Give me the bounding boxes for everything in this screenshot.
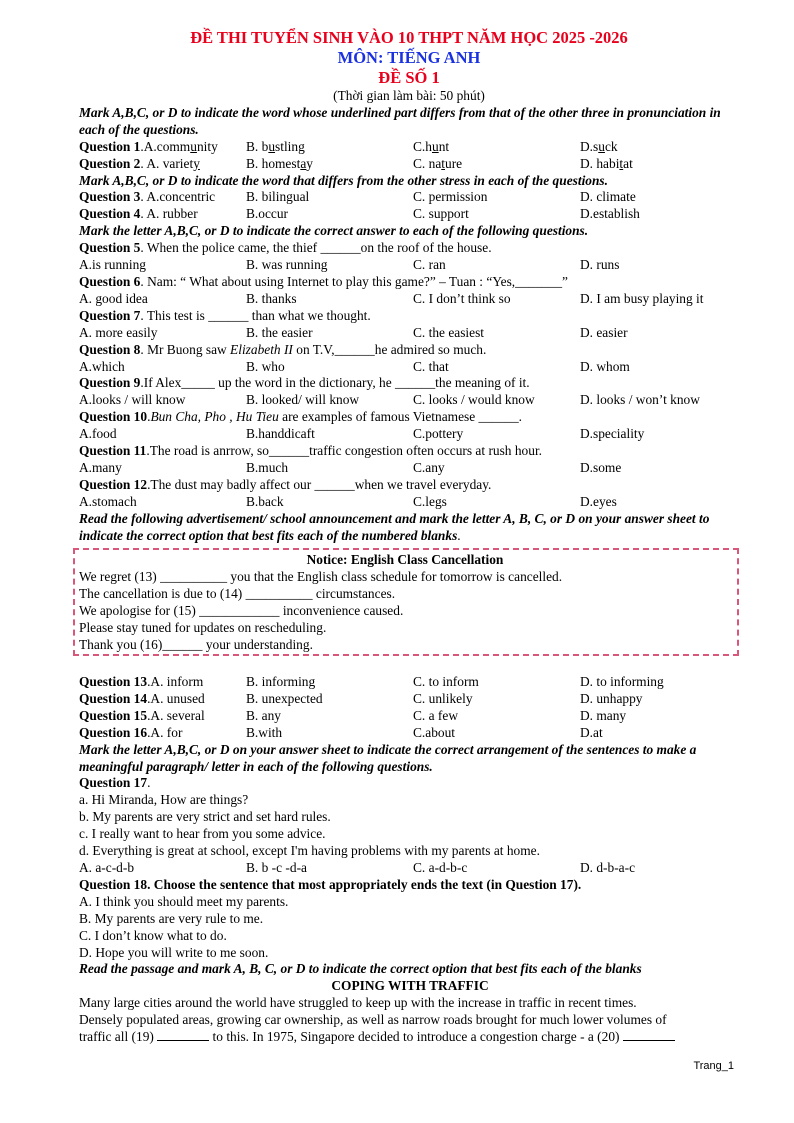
question-7: Question 7. This test is ______ than what we thought. [79, 307, 371, 323]
question-3: Question 3. A.concentric B. bilingual C. permission D. climate [79, 189, 636, 205]
instruction-grammar: Mark the letter A,B,C, or D to indicate the correct answer to each of the following questions. [79, 223, 589, 239]
notice-line: Thank you (16)______ your understanding. [79, 636, 313, 652]
question-12: Question 12.The dust may badly affect our ______when we travel everyday. [79, 476, 492, 492]
option-c: C. I don’t know what to do. [79, 927, 227, 943]
passage-title: COPING WITH TRAFFIC [331, 978, 489, 994]
time-limit: (Thời gian làm bài: 50 phút) [333, 88, 485, 103]
question-9-options: A.looks / will know B. looked/ will know C. looks / would know D. looks / won’t know [79, 392, 700, 408]
question-15: Question 15.A. several B. any C. a few D. many [79, 707, 627, 723]
question-6-options: A. good idea B. thanks C. I don’t think so D. I am busy playing it [79, 290, 704, 306]
question-6: Question 6. Nam: “ What about using Internet to play this game?” – Tuan : “Yes,_______” [79, 273, 568, 289]
question-1: Question 1.A.community B. bustling C.hunt D.suck [79, 138, 618, 154]
question-4: Question 4. A. rubber B.occur C. support D.establish [79, 206, 640, 222]
instruction-passage: Read the passage and mark A, B, C, or D to indicate the correct option that best fits each of the blanks [79, 961, 642, 977]
exam-page [79, 28, 739, 544]
question-13: Question 13.A. inform B. informing C. to inform D. to informing [79, 674, 664, 689]
exam-page-continued [79, 674, 741, 1046]
subject-title: MÔN: TIẾNG ANH [337, 48, 481, 67]
blank-20 [623, 1029, 675, 1041]
passage-line: Densely populated areas, growing car ownership, as well as narrow roads brought for much lower volumes of [79, 1012, 667, 1028]
option-b: B. My parents are very rule to me. [79, 910, 264, 926]
question-7-options: A. more easily B. the easier C. the easiest D. easier [79, 324, 628, 340]
question-12-options: A.stomach B.back C.legs D.eyes [79, 493, 617, 509]
sentence-b: b. My parents are very strict and set hard rules. [79, 809, 331, 825]
option-a: A. I think you should meet my parents. [79, 893, 289, 909]
sentence-a: a. Hi Miranda, How are things? [79, 792, 249, 808]
question-5: Question 5. When the police came, the thief ______on the roof of the house. [79, 240, 492, 256]
question-14: Question 14.A. unused B. unexpected C. unlikely D. unhappy [79, 690, 643, 706]
question-5-options: A.is running B. was running C. ran D. runs [79, 257, 620, 273]
question-17-options: A. a-c-d-b B. b -c -d-a C. a-d-b-c D. d-b-a-c [79, 859, 636, 875]
question-11-options: A.many B.much C.any D.some [79, 459, 622, 475]
instruction-notice: Read the following advertisement/ school announcement and mark the letter A, B, C, or D on your answer sheet to indicate the correct option that best fits each of the numbered blanks. [79, 510, 710, 543]
question-2: Question 2. A. variety B. homestay C. nature D. habitat [79, 155, 633, 171]
question-9: Question 9.If Alex_____ up the word in the dictionary, he ______the meaning of it. [79, 375, 530, 391]
blank-19 [157, 1029, 209, 1041]
page-number: Trang_1 [693, 1060, 734, 1072]
question-8: Question 8. Mr Buong saw Elizabeth II on T.V,______he admired so much. [79, 341, 487, 357]
question-16: Question 16.A. for B.with C.about D.at [79, 724, 603, 740]
notice-line: We regret (13) __________ you that the English class schedule for tomorrow is cancelled. [79, 568, 563, 584]
question-10: Question 10.Bun Cha, Pho , Hu Tieu are examples of famous Vietnamese ______. [79, 409, 523, 425]
exam-number: ĐỀ SỐ 1 [378, 68, 440, 87]
option-d: D. Hope you will write to me soon. [79, 944, 269, 960]
sentence-c: c. I really want to hear from you some advice. [79, 826, 326, 842]
notice-box [73, 548, 739, 656]
instruction-stress: Mark A,B,C, or D to indicate the word that differs from the other stress in each of the questions. [79, 172, 608, 188]
question-10-options: A.food B.handdicaft C.pottery D.speciality [79, 426, 645, 442]
instruction-arrangement: Mark the letter A,B,C, or D on your answer sheet to indicate the correct arrangement of the sentences to make a meaningful paragraph/ letter in each of the following questions. [79, 741, 697, 774]
question-17: Question 17. [79, 775, 151, 791]
question-8-options: A.which B. who C. that D. whom [79, 358, 630, 374]
notice-line: The cancellation is due to (14) __________ circumstances. [79, 585, 396, 601]
notice-line: We apologise for (15) ____________ inconvenience caused. [79, 602, 404, 618]
notice-title: Notice: English Class Cancellation [306, 552, 504, 567]
sentence-d: d. Everything is great at school, except I'm having problems with my parents at home. [79, 843, 540, 859]
passage-line: Many large cities around the world have struggled to keep up with the increase in traffic in recent times. [79, 995, 637, 1011]
question-18: Question 18. Choose the sentence that most appropriately ends the text (in Question 17). [79, 876, 582, 892]
passage-line: traffic all (19) to this. In 1975, Singapore decided to introduce a congestion charge - a (20) [79, 1029, 741, 1046]
notice-line: Please stay tuned for updates on rescheduling. [79, 619, 327, 635]
exam-title: ĐỀ THI TUYỂN SINH VÀO 10 THPT NĂM HỌC 2025 -2026 [190, 28, 628, 47]
question-11: Question 11.The road is anrrow, so______traffic congestion often occurs at rush hour. [79, 443, 543, 459]
instruction-pronunciation: Mark A,B,C, or D to indicate the word whose underlined part differs from that of the other three in pronunciation in each of the questions. [79, 104, 721, 137]
